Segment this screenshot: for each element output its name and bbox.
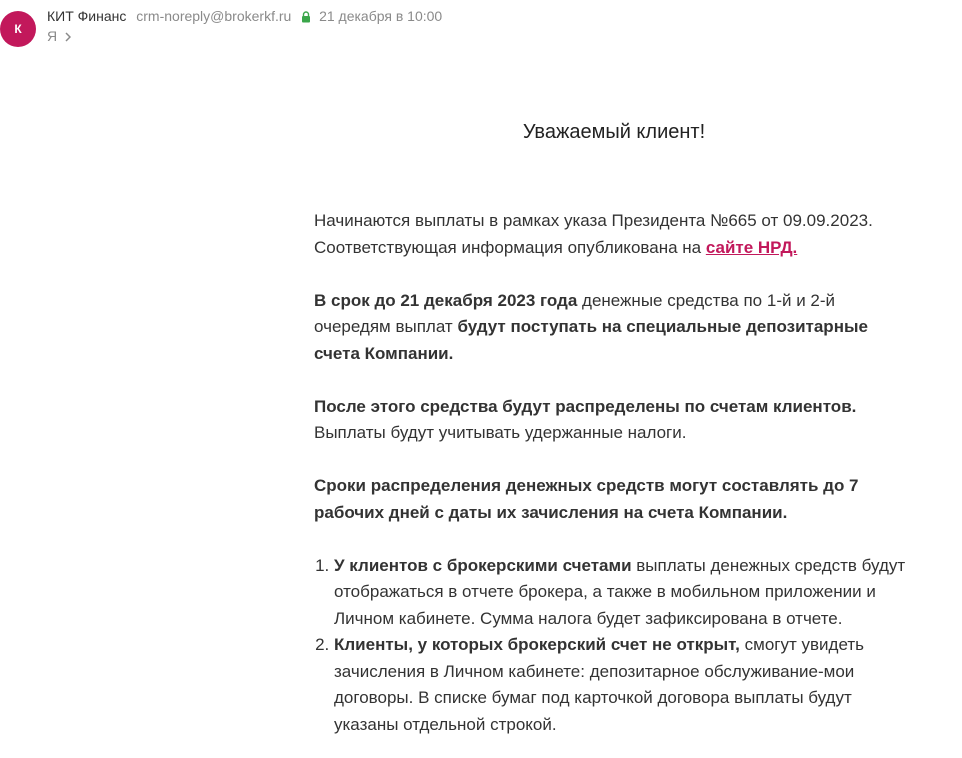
paragraph-distribution [314, 394, 914, 447]
paragraph-text: денежные средства по 1-й и 2-й очередям выплат [314, 290, 836, 336]
email-header [0, 0, 962, 50]
email-date: 21 декабря в 10:00 [319, 8, 443, 24]
recipient-line[interactable] [47, 27, 71, 46]
sender-email[interactable]: crm-noreply@brokerkf.ru [136, 8, 292, 24]
lock-icon [301, 9, 311, 27]
sender-name[interactable]: КИТ Финанс [47, 8, 127, 24]
email-body [314, 208, 914, 738]
list-item-text: смогут увидеть зачисления в Личном кабинете: депозитарное обслуживание-мои договоры. В списке бумаг под карточкой договора выплаты будут указаны отдельной строкой. [334, 635, 864, 734]
terms-bold: Сроки распределения денежных средств могут составлять до 7 рабочих дней с даты их зачисления на счета Компании. [314, 476, 859, 522]
greeting-heading: Уважаемый клиент! [522, 121, 706, 143]
paragraph-text: Выплаты будут учитывать удержанные налоги. [314, 423, 687, 442]
paragraph-deadline [314, 288, 914, 368]
nrd-site-link[interactable]: сайте НРД. [705, 237, 798, 257]
paragraph-terms [314, 473, 914, 526]
list-item-bold: Клиенты, у которых брокерский счет не открыт, [334, 635, 740, 654]
list-item-bold: У клиентов с брокерскими счетами [334, 555, 632, 575]
list-item-text: выплаты денежных средств будут отображаться в отчете брокера, а также в мобильном приложении и Личном кабинете. Сумма налога будет зафиксирована в отчете. [334, 555, 906, 628]
paragraph-payments [314, 208, 914, 261]
list-item [334, 632, 914, 738]
recipient-name: Я [47, 28, 58, 44]
distribution-bold: После этого средства будут распределены по счетам клиентов. [314, 396, 857, 416]
sender-avatar[interactable]: К [0, 11, 36, 47]
deadline-bold: В срок до 21 декабря 2023 года [314, 290, 578, 310]
client-types-list [314, 553, 914, 739]
accounts-bold: будут поступать на специальные депозитарные счета Компании. [314, 317, 868, 363]
sender-info [47, 7, 442, 27]
list-item [334, 553, 914, 633]
paragraph-text: Начинаются выплаты в рамках указа Президента №665 от 09.09.2023. Соответствующая информация опубликована на [314, 211, 873, 257]
chevron-right-icon[interactable] [65, 28, 71, 46]
